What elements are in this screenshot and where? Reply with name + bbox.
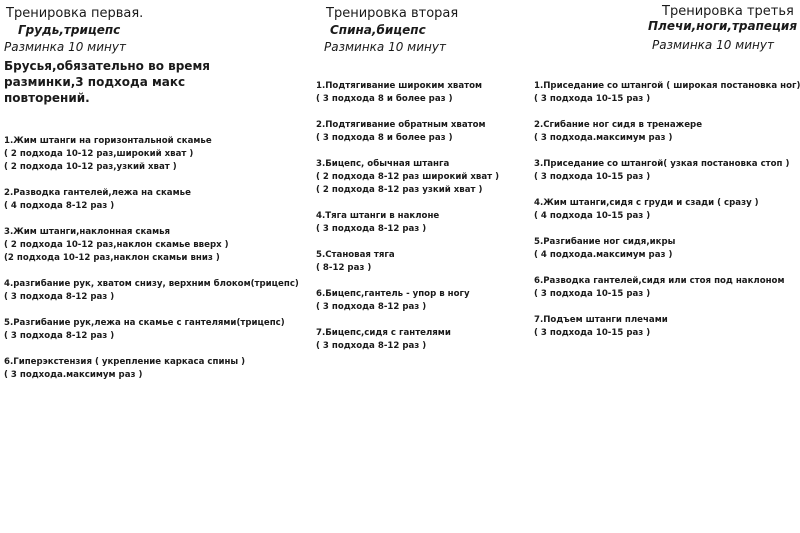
warmup-text: Разминка 10 минут <box>652 38 774 52</box>
exercise-detail: ( 3 подхода.максимум раз ) <box>4 370 143 380</box>
exercise-item <box>534 236 800 275</box>
exercise-item <box>316 288 499 327</box>
exercise-name: 5.Становая тяга <box>316 250 395 260</box>
exercise-detail: ( 2 подхода 10-12 раз,наклон скамье вверх ) <box>4 240 229 250</box>
exercise-name: 1.Жим штанги на горизонтальной скамье <box>4 136 212 146</box>
exercise-name: 7.Подъем штанги плечами <box>534 315 668 325</box>
exercise-name: 2.Подтягивание обратным хватом <box>316 120 486 130</box>
exercise-item <box>4 278 299 317</box>
exercise-item <box>4 135 299 187</box>
exercise-item <box>316 158 499 210</box>
exercise-detail: ( 4 подхода 8-12 раз ) <box>4 201 115 211</box>
exercise-list <box>4 135 299 395</box>
exercise-detail: ( 2 подхода 10-12 раз,узкий хват ) <box>4 162 177 172</box>
exercise-item <box>534 314 800 353</box>
exercise-name: 4.Жим штанги,сидя с груди и сзади ( сразу ) <box>534 198 759 208</box>
exercise-detail: ( 3 подхода 10-15 раз ) <box>534 172 651 182</box>
exercise-detail: ( 2 подхода 8-12 раз широкий хват ) <box>316 172 500 182</box>
exercise-name: 6.Разводка гантелей,сидя или стоя под наклоном <box>534 276 785 286</box>
exercise-name: 2.Сгибание ног сидя в тренажере <box>534 120 703 130</box>
exercise-detail: ( 8-12 раз ) <box>316 263 372 273</box>
exercise-name: 3.Жим штанги,наклонная скамья <box>4 227 171 237</box>
exercise-item <box>4 356 299 395</box>
exercise-list <box>534 80 800 353</box>
exercise-name: 4.разгибание рук, хватом снизу, верхним блоком(трицепс) <box>4 279 299 289</box>
warmup-text: Разминка 10 минут <box>4 40 126 54</box>
warmup-note: Брусья,обязательно во время разминки,3 подхода макс повторений. <box>4 59 210 105</box>
exercise-detail: ( 3 подхода 8 и более раз ) <box>316 133 453 143</box>
exercise-detail: ( 2 подхода 10-12 раз,широкий хват ) <box>4 149 194 159</box>
exercise-item <box>534 275 800 314</box>
exercise-detail: ( 3 подхода.максимум раз ) <box>534 133 673 143</box>
exercise-item <box>316 80 499 119</box>
exercise-name: 1.Приседание со штангой ( широкая постановка ног) <box>534 81 800 91</box>
exercise-detail: ( 3 подхода 8-12 раз ) <box>316 302 427 312</box>
exercise-item <box>316 119 499 158</box>
exercise-name: 5.Разгибание ног сидя,икры <box>534 237 676 247</box>
exercise-item <box>4 317 299 356</box>
exercise-detail: ( 3 подхода 8-12 раз ) <box>4 292 115 302</box>
exercise-item <box>4 226 299 278</box>
exercise-item <box>316 327 499 366</box>
exercise-name: 3.Приседание со штангой( узкая постановка стоп ) <box>534 159 790 169</box>
exercise-name: 6.Гиперэкстензия ( укрепление каркаса спины ) <box>4 357 246 367</box>
exercise-item <box>316 210 499 249</box>
exercise-item <box>534 80 800 119</box>
exercise-item <box>534 158 800 197</box>
workout-title: Тренировка первая. <box>6 6 144 21</box>
workout-subtitle: Плечи,ноги,трапеция <box>648 19 798 33</box>
exercise-detail: ( 3 подхода 10-15 раз ) <box>534 289 651 299</box>
exercise-detail: ( 3 подхода 10-15 раз ) <box>534 94 651 104</box>
exercise-name: 1.Подтягивание широким хватом <box>316 81 483 91</box>
exercise-item <box>534 197 800 236</box>
warmup-text: Разминка 10 минут <box>324 40 446 54</box>
exercise-detail: ( 4 подхода.максимум раз ) <box>534 250 673 260</box>
exercise-detail: ( 3 подхода 8-12 раз ) <box>316 224 427 234</box>
exercise-detail: ( 2 подхода 8-12 раз узкий хват ) <box>316 185 483 195</box>
exercise-name: 7.Бицепс,сидя с гантелями <box>316 328 451 338</box>
exercise-name: 5.Разгибание рук,лежа на скамье с гантелями(трицепс) <box>4 318 285 328</box>
exercise-detail: ( 3 подхода 8 и более раз ) <box>316 94 453 104</box>
workout-subtitle: Спина,бицепс <box>330 23 426 37</box>
exercise-name: 6.Бицепс,гантель - упор в ногу <box>316 289 470 299</box>
exercise-name: 4.Тяга штанги в наклоне <box>316 211 440 221</box>
exercise-name: 2.Разводка гантелей,лежа на скамье <box>4 188 191 198</box>
workout-title: Тренировка вторая <box>326 6 459 21</box>
workout-title: Тренировка третья <box>662 4 794 19</box>
workout-subtitle: Грудь,трицепс <box>18 23 121 37</box>
exercise-detail: ( 3 подхода 10-15 раз ) <box>534 328 651 338</box>
exercise-detail: ( 4 подхода 10-15 раз ) <box>534 211 651 221</box>
exercise-list <box>316 80 499 366</box>
exercise-item <box>316 249 499 288</box>
exercise-detail: ( 3 подхода 8-12 раз ) <box>4 331 115 341</box>
exercise-name: 3.Бицепс, обычная штанга <box>316 159 450 169</box>
exercise-detail: (2 подхода 10-12 раз,наклон скамьи вниз ) <box>4 253 220 263</box>
exercise-item <box>534 119 800 158</box>
exercise-detail: ( 3 подхода 8-12 раз ) <box>316 341 427 351</box>
exercise-item <box>4 187 299 226</box>
